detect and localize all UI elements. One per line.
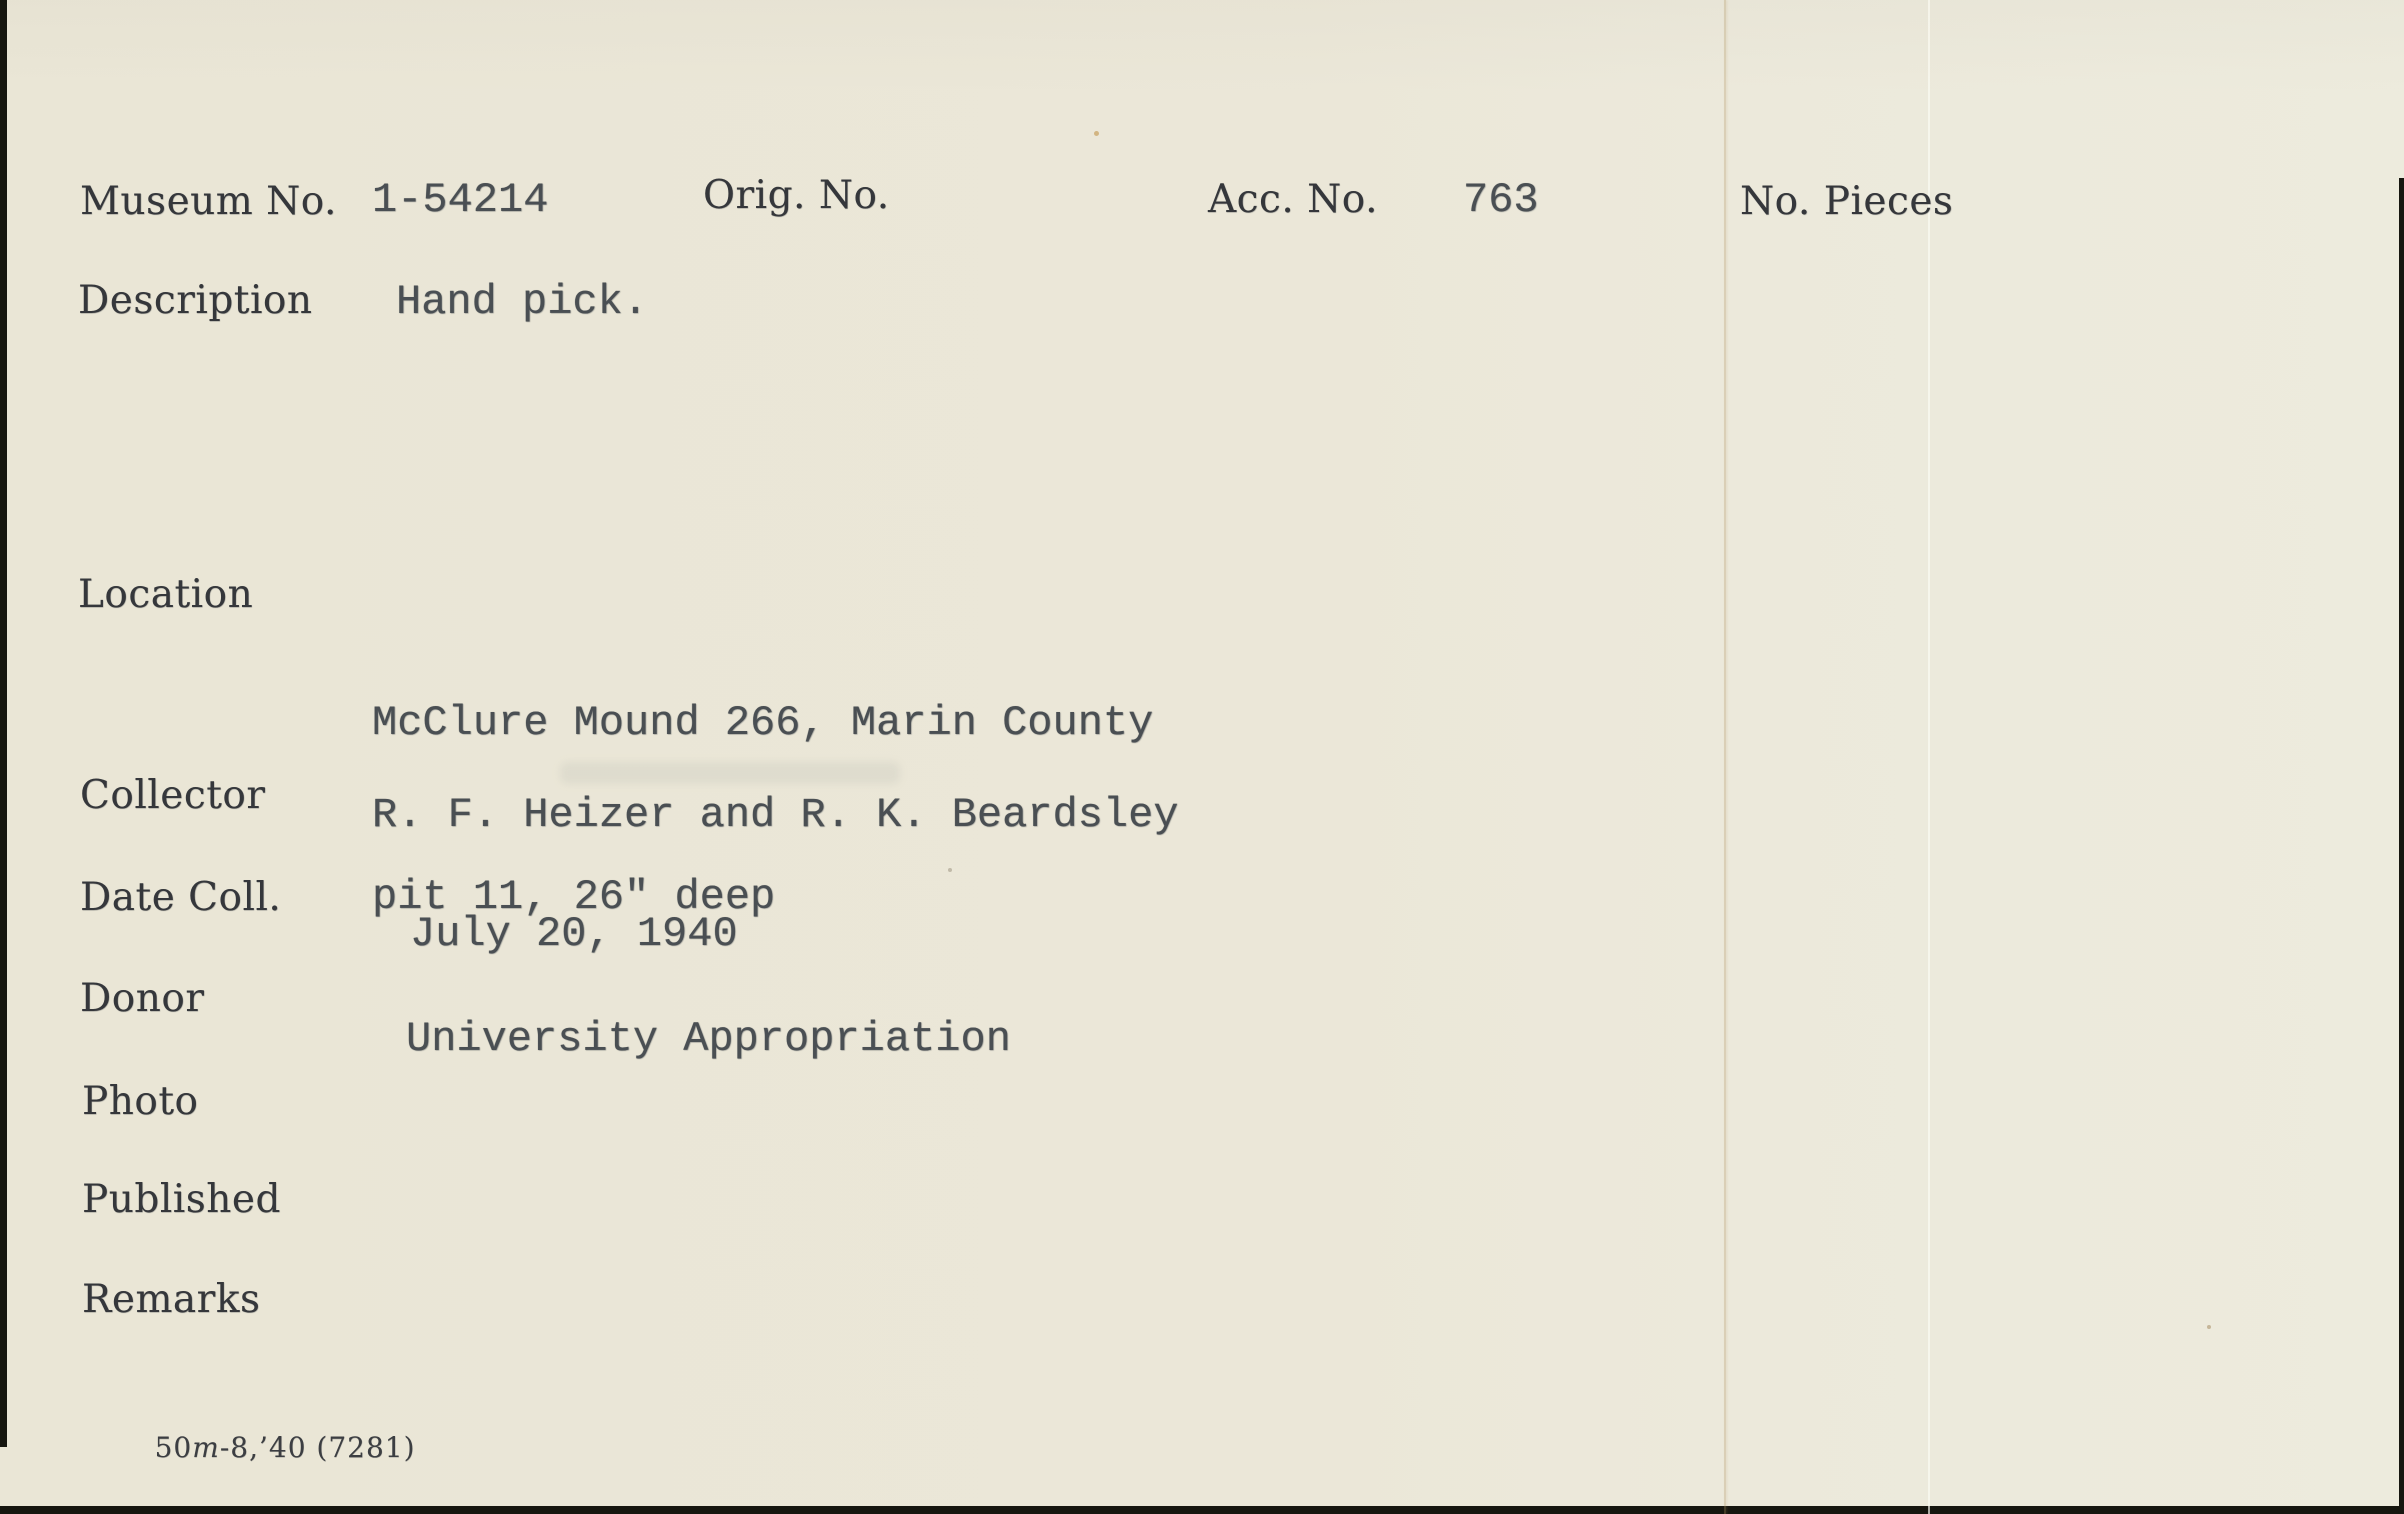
collector-value: R. F. Heizer and R. K. Beardsley [372,791,1179,839]
museum-no-value: 1-54214 [372,176,549,224]
date-coll-label: Date Coll. [80,875,282,920]
orig-no-label: Orig. No. [703,173,890,218]
paper-speck [2207,1325,2211,1329]
photo-label: Photo [82,1079,199,1124]
scan-edge-right [2399,178,2404,1514]
vertical-scan-line [1928,0,1930,1514]
description-label: Description [78,278,313,323]
scan-edge-bottom [0,1506,2404,1514]
donor-value: University Appropriation [406,1015,1011,1063]
form-number-italic: m [192,1431,220,1464]
form-number-prefix: 50 [154,1431,193,1464]
vertical-crease [1724,0,1726,1514]
scan-edge-left [0,0,7,1447]
museum-no-label: Museum No. [80,179,337,224]
date-coll-value: July 20, 1940 [410,910,738,958]
no-pieces-label: No. Pieces [1740,179,1954,224]
published-label: Published [82,1177,281,1222]
acc-no-value: 763 [1463,176,1539,224]
paper-speck [1094,131,1099,136]
remarks-label: Remarks [82,1277,261,1322]
collector-label: Collector [80,773,266,818]
donor-label: Donor [80,976,205,1021]
form-number [115,1406,416,1490]
form-number-suffix: -8,’40 (7281) [219,1431,416,1464]
location-label: Location [78,572,254,617]
acc-no-label: Acc. No. [1208,177,1378,222]
description-value: Hand pick. [396,278,649,326]
location-value-line2: pit 11, 26" deep [372,873,776,921]
location-value-line1: McClure Mound 266, Marin County [372,699,1154,747]
